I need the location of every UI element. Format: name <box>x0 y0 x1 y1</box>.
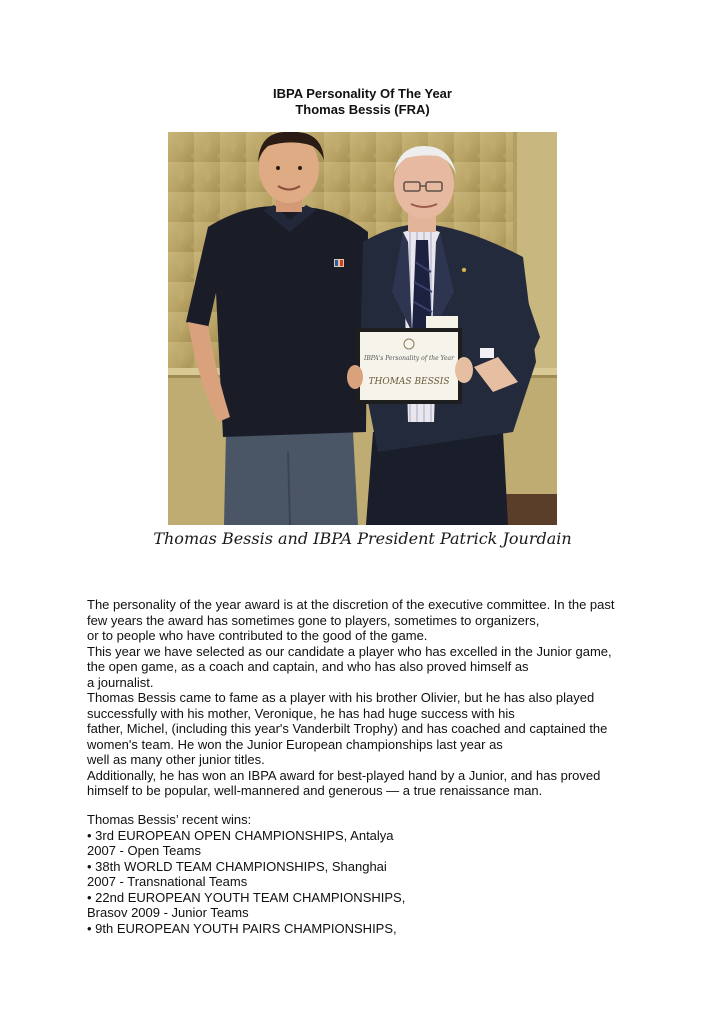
wins-item: • 38th WORLD TEAM CHAMPIONSHIPS, Shanghai <box>87 858 387 874</box>
body-line: women's team. He won the Junior European championships last year as <box>87 736 503 752</box>
recent-wins-list <box>87 812 647 936</box>
body-line: himself to be popular, well-mannered and generous — a true renaissance man. <box>87 783 543 798</box>
award-certificate <box>356 316 462 404</box>
document-header <box>0 86 725 118</box>
photo-caption: Thomas Bessis and IBPA President Patrick Jourdain <box>153 529 572 548</box>
body-line: a journalist. <box>87 674 154 690</box>
award-photo <box>168 132 557 525</box>
wins-item: 2007 - Open Teams <box>87 843 201 858</box>
body-line: successfully with his mother, Veronique, he has had huge success with his <box>87 705 515 721</box>
document-title: IBPA Personality Of The Year <box>273 86 452 101</box>
body-line: This year we have selected as our candidate a player who has excelled in the Junior game, <box>87 643 612 659</box>
wins-heading: Thomas Bessis’ recent wins: <box>87 812 252 827</box>
certificate-name: THOMAS BESSIS <box>368 377 450 387</box>
body-line: well as many other junior titles. <box>87 752 265 767</box>
document-subtitle: Thomas Bessis (FRA) <box>295 102 430 117</box>
body-line: Additionally, he has won an IBPA award for best-played hand by a Junior, and has proved <box>87 767 601 783</box>
wins-item: • 3rd EUROPEAN OPEN CHAMPIONSHIPS, Antalya <box>87 827 394 843</box>
wins-item: Brasov 2009 - Junior Teams <box>87 905 249 920</box>
article-body <box>87 597 647 799</box>
body-line: few years the award has sometimes gone to players, sometimes to organizers, <box>87 612 540 628</box>
certificate-heading: IBPA's Personality of the Year <box>363 355 455 362</box>
body-line: or to people who have contributed to the good of the game. <box>87 628 428 643</box>
wins-item: 2007 - Transnational Teams <box>87 874 248 889</box>
wins-item: • 22nd EUROPEAN YOUTH TEAM CHAMPIONSHIPS, <box>87 889 406 905</box>
body-line: The personality of the year award is at the discretion of the executive committee. In the past <box>87 597 615 612</box>
body-line: the open game, as a coach and captain, and who has also proved himself as <box>87 659 529 674</box>
body-line: Thomas Bessis came to fame as a player with his brother Olivier, but he has also played <box>87 690 595 705</box>
body-line: father, Michel, (including this year's Vanderbilt Trophy) and has coached and captained the <box>87 721 608 736</box>
wins-item: • 9th EUROPEAN YOUTH PAIRS CHAMPIONSHIPS, <box>87 920 397 936</box>
